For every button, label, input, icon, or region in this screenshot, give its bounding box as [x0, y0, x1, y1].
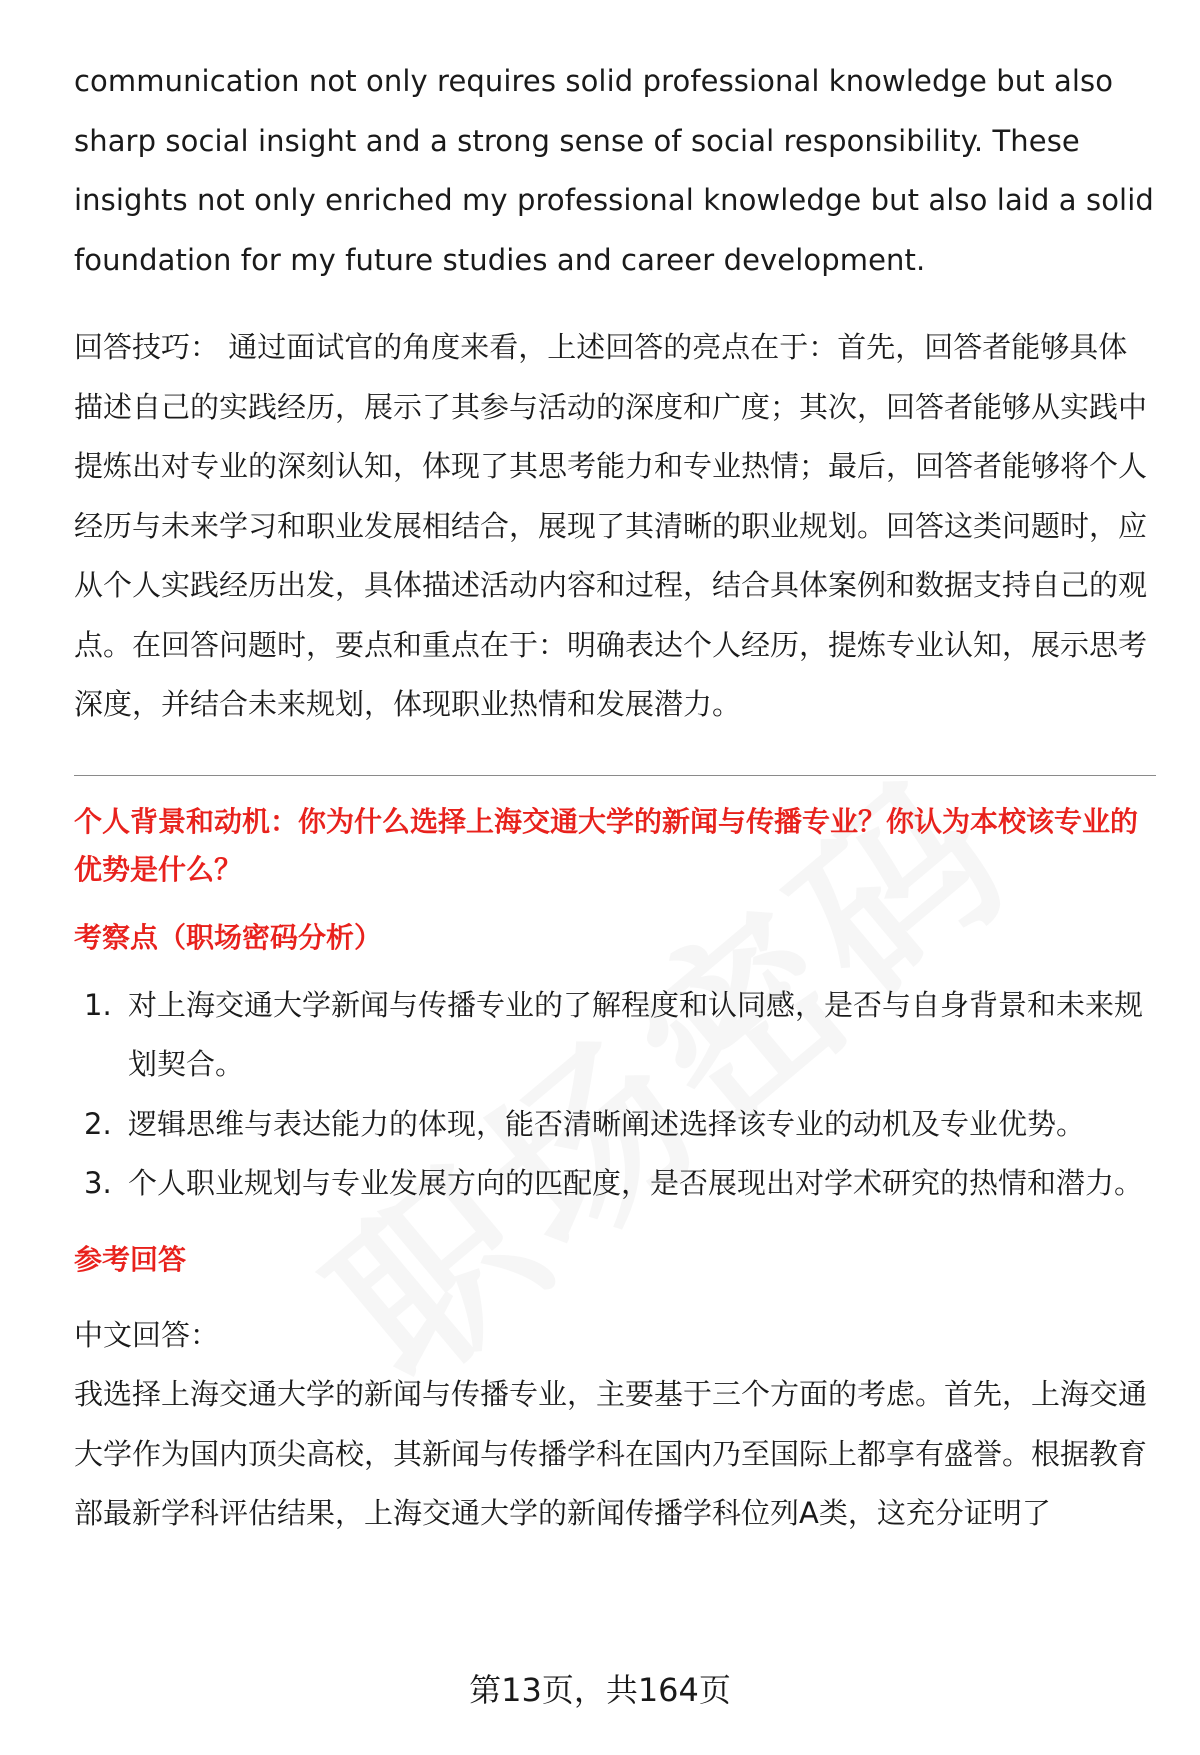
- tips-text: 通过面试官的角度来看，上述回答的亮点在于：首先，回答者能够具体描述自己的实践经历，展示了其参与活动的深度和广度；其次，回答者能够从实践中提炼出对专业的深刻认知，体现了其思考能力和专业热情；最后，回答者能够将个人经历与未来学习和职业发展相结合，展现了其清晰的职业规划。回答这类问题时，应从个人实践经历出发，具体描述活动内容和过程，结合具体案例和数据支持自己的观点。在回答问题时，要点和重点在于：明确表达个人经历，提炼专业认知，展示思考深度，并结合未来规划，体现职业热情和发展潜力。: [74, 330, 1148, 721]
- answer-text: 我选择上海交通大学的新闻与传播专业，主要基于三个方面的考虑。首先，上海交通大学作为国内顶尖高校，其新闻与传播学科在国内乃至国际上都享有盛誉。根据教育部最新学科评估结果，上海交通大学的新闻传播学科位列A类，这充分证明了: [74, 1377, 1148, 1530]
- section-divider: [74, 775, 1156, 776]
- tips-paragraph: [74, 318, 1156, 735]
- page-footer: 第13页，共164页: [469, 1671, 731, 1709]
- list-item-number: 3.: [84, 1166, 112, 1200]
- question-heading: 个人背景和动机：你为什么选择上海交通大学的新闻与传播专业？你认为本校该专业的优势是什么？: [74, 804, 1139, 886]
- answer-label: 中文回答：: [74, 1317, 220, 1352]
- list-item: [74, 1095, 1156, 1155]
- examine-points-list: [74, 976, 1156, 1214]
- document-page: [74, 52, 1156, 1544]
- reference-heading: 参考回答: [74, 1242, 187, 1276]
- english-paragraph: communication not only requires solid professional knowledge but also sharp social insight and a strong sense of social responsibility. These insights not only enriched my professional knowledge but also laid a solid foundation for my future studies and career development.: [74, 64, 1154, 277]
- list-item: [74, 976, 1156, 1095]
- list-item-text: 逻辑思维与表达能力的体现，能否清晰阐述选择该专业的动机及专业优势。: [128, 1106, 1086, 1141]
- list-item-number: 2.: [84, 1106, 112, 1141]
- list-item-number: 1.: [84, 987, 112, 1022]
- list-item: [74, 1154, 1156, 1214]
- tips-label: 回答技巧：: [74, 330, 220, 364]
- examine-heading: 考察点（职场密码分析）: [74, 920, 383, 954]
- list-item-text: 个人职业规划与专业发展方向的匹配度，是否展现出对学术研究的热情和潜力。: [128, 1166, 1144, 1200]
- list-item-text: 对上海交通大学新闻与传播专业的了解程度和认同感，是否与自身背景和未来规划契合。: [128, 987, 1144, 1081]
